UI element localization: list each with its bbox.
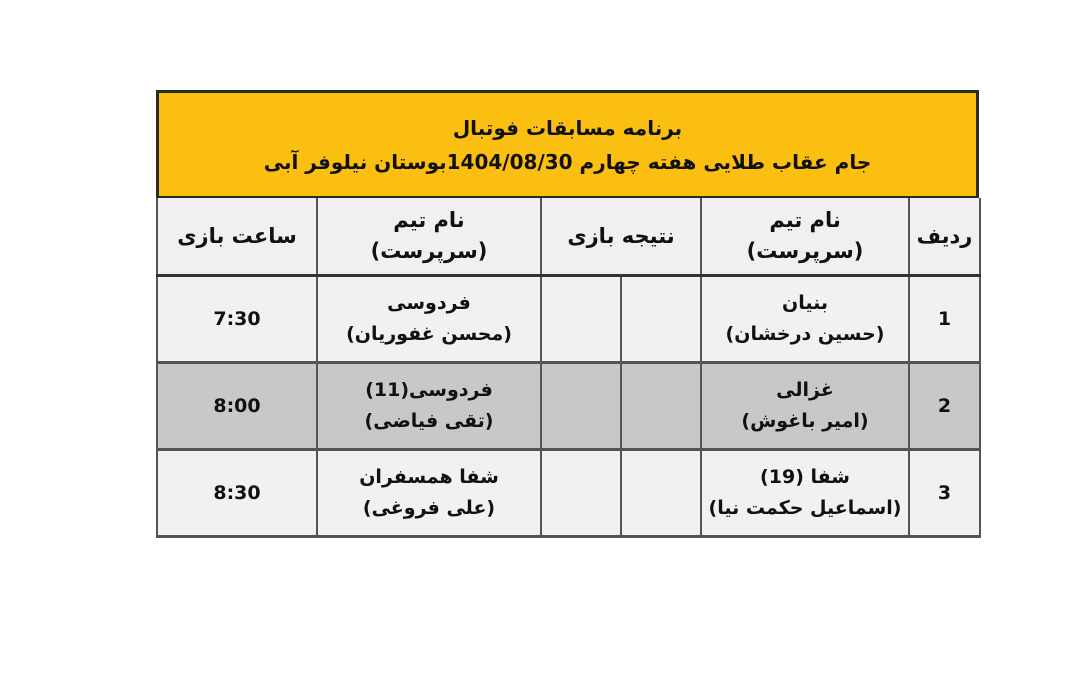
team-b-cell (317, 363, 541, 450)
team-b-cell (317, 276, 541, 363)
score-b-cell (541, 450, 621, 537)
schedule-title: برنامه مسابقات فوتبال (452, 115, 683, 140)
team-a-coach: (امیر باغوش) (741, 410, 869, 432)
column-header-team-b-line1: نام تیم (393, 208, 465, 232)
match-time: 7:30 (157, 276, 317, 363)
team-a-name: شفا (19) (760, 466, 850, 488)
team-b-name: فردوسی(11) (365, 379, 493, 401)
table-row (157, 363, 980, 450)
column-header-result: نتیجه بازی (541, 198, 701, 276)
row-index: 3 (909, 450, 980, 537)
schedule-table (156, 198, 981, 538)
schedule-document (156, 90, 979, 538)
team-b-name: شفا همسفران (359, 466, 499, 488)
schedule-subtitle: جام عقاب طلایی هفته چهارم 1404/08/30بوستان نیلوفر آبی (263, 149, 872, 174)
score-a-cell (621, 276, 701, 363)
match-time: 8:00 (157, 363, 317, 450)
row-index: 2 (909, 363, 980, 450)
row-index: 1 (909, 276, 980, 363)
score-b-cell (541, 276, 621, 363)
team-b-coach: (محسن غفوریان) (346, 323, 512, 345)
column-header-index: ردیف (909, 198, 980, 276)
score-b-cell (541, 363, 621, 450)
team-a-name: غزالی (776, 379, 834, 401)
column-header-team-b (317, 198, 541, 276)
team-a-coach: (اسماعیل حکمت نیا) (708, 497, 902, 519)
column-header-team-a-line1: نام تیم (769, 208, 841, 232)
match-time: 8:30 (157, 450, 317, 537)
table-row (157, 276, 980, 363)
team-a-name: بنیان (782, 292, 829, 314)
score-a-cell (621, 450, 701, 537)
column-header-team-a (701, 198, 909, 276)
team-b-name: فردوسی (387, 292, 471, 314)
team-b-coach: (علی فروغی) (362, 497, 496, 519)
team-a-cell (701, 276, 909, 363)
team-a-cell (701, 363, 909, 450)
column-header-team-a-line2: (سرپرست) (746, 239, 864, 263)
column-header-team-b-line2: (سرپرست) (370, 239, 488, 263)
team-a-coach: (حسین درخشان) (725, 323, 885, 345)
team-a-cell (701, 450, 909, 537)
column-header-time: ساعت بازی (157, 198, 317, 276)
team-b-coach: (تقی فیاضی) (364, 410, 494, 432)
team-b-cell (317, 450, 541, 537)
schedule-banner (156, 90, 979, 198)
table-header-row (157, 198, 980, 276)
score-a-cell (621, 363, 701, 450)
table-row (157, 450, 980, 537)
